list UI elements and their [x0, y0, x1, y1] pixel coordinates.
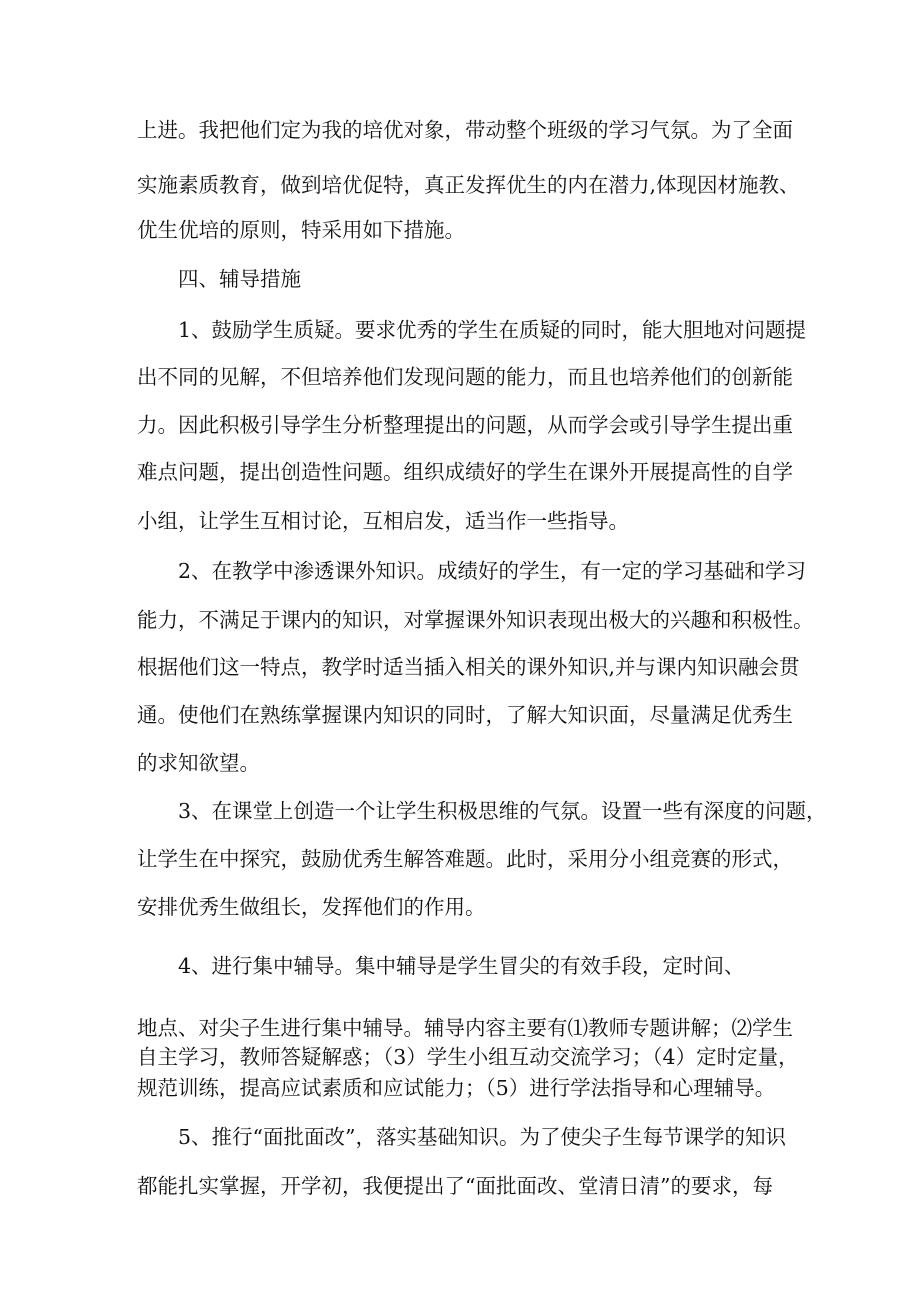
text-line: 小组，让学生互相讨论，互相启发，适当作一些指导。: [137, 509, 629, 533]
text-line: 力。因此积极引导学生分析整理提出的问题，从而学会或引导学生提出重: [137, 413, 793, 437]
text-line: 让学生在中探究，鼓励优秀生解答难题。此时，采用分小组竞赛的形式，: [137, 847, 793, 871]
text-line: 的求知欲望。: [137, 751, 260, 775]
text-line: 根据他们这一特点，教学时适当插入相关的课外知识,并与课内知识融会贯: [137, 655, 800, 679]
text-line: 地点、对尖子生进行集中辅导。辅导内容主要有⑴教师专题讲解；⑵学生: [137, 1016, 793, 1040]
text-line: 能力，不满足于课内的知识，对掌握课外知识表现出极大的兴趣和积极性。: [137, 608, 814, 632]
text-line: 规范训练，提高应试素质和应试能力；（5）进行学法指导和心理辅导。: [137, 1076, 776, 1100]
section-heading: 四、辅导措施: [178, 267, 301, 291]
text-line: 上进。我把他们定为我的培优对象，带动整个班级的学习气氛。为了全面: [137, 118, 793, 142]
text-line: 1、鼓励学生质疑。要求优秀的学生在质疑的同时，能大胆地对问题提: [178, 318, 807, 342]
text-line: 都能扎实掌握，开学初，我便提出了“面批面改、堂清日清”的要求，每: [137, 1174, 773, 1198]
text-line: 2、在教学中渗透课外知识。成绩好的学生，有一定的学习基础和学习: [178, 559, 807, 583]
text-line: 5、推行“面批面改”，落实基础知识。为了使尖子生每节课学的知识: [178, 1125, 787, 1149]
text-line: 难点问题，提出创造性问题。组织成绩好的学生在课外开展提高性的自学: [137, 460, 793, 484]
text-line: 优生优培的原则，特采用如下措施。: [137, 218, 465, 242]
text-line: 通。使他们在熟练掌握课内知识的同时，了解大知识面，尽量满足优秀生: [137, 703, 793, 727]
text-line: 出不同的见解，不但培养他们发现问题的能力，而且也培养他们的创新能: [137, 365, 793, 389]
text-line: 自主学习，教师答疑解惑；（3）学生小组互动交流学习；（4）定时定量，: [137, 1045, 799, 1069]
text-line: 安排优秀生做组长，发挥他们的作用。: [137, 895, 486, 919]
text-line: 4、进行集中辅导。集中辅导是学生冒尖的有效手段，定时间、: [178, 954, 745, 978]
text-line: 实施素质教育，做到培优促特，真正发挥优生的内在潜力,体现因材施教、: [137, 173, 800, 197]
text-line: 3、在课堂上创造一个让学生积极思维的气氛。设置一些有深度的问题，: [178, 799, 827, 823]
